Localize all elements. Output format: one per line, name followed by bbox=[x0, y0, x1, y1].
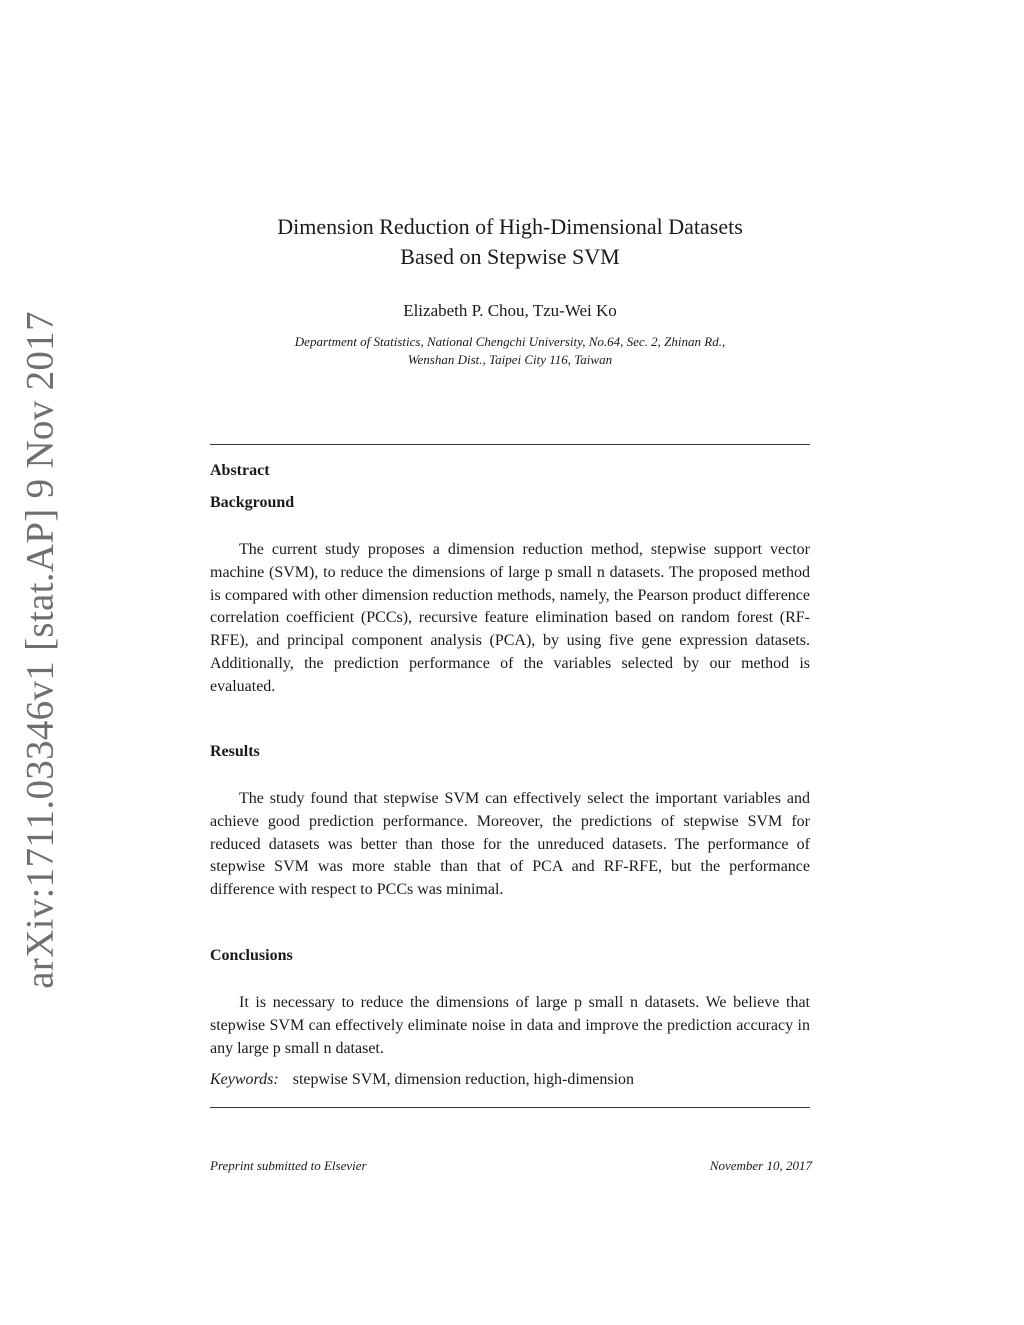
background-heading: Background bbox=[210, 494, 295, 511]
preprint-notice: Preprint submitted to Elsevier bbox=[210, 1158, 367, 1173]
arxiv-identifier-stamp: arXiv:1711.03346v1 [stat.AP] 9 Nov 2017 bbox=[18, 311, 62, 989]
paper-title-line-2: Based on Stepwise SVM bbox=[400, 244, 620, 269]
abstract-bottom-rule bbox=[210, 1107, 810, 1108]
conclusions-heading: Conclusions bbox=[210, 947, 293, 964]
conclusions-paragraph: It is necessary to reduce the dimensions of large p small n datasets. We believe that stepwise SVM can effectively eliminate noise in data and improve the prediction accuracy in any large p small n dataset. bbox=[210, 994, 810, 1057]
paper-title bbox=[210, 212, 810, 272]
paper-title-line-1: Dimension Reduction of High-Dimensional Datasets bbox=[277, 214, 743, 239]
abstract-heading: Abstract bbox=[210, 462, 270, 479]
abstract-top-rule bbox=[210, 444, 810, 445]
author-affiliation bbox=[200, 333, 820, 369]
keywords-line bbox=[210, 1071, 810, 1089]
affiliation-line-2: Wenshan Dist., Taipei City 116, Taiwan bbox=[407, 352, 613, 367]
results-paragraph: The study found that stepwise SVM can effectively select the important variables and achieve good prediction performance. Moreover, the predictions of stepwise SVM for reduced datasets was better than those for the unreduced datasets. The performance of stepwise SVM was more stable than that of PCA and RF-RFE, but the performance difference with respect to PCCs was minimal. bbox=[210, 790, 810, 899]
author-list: Elizabeth P. Chou, Tzu-Wei Ko bbox=[403, 301, 617, 320]
results-heading: Results bbox=[210, 743, 260, 760]
keywords-list: stepwise SVM, dimension reduction, high-dimension bbox=[292, 1071, 635, 1088]
affiliation-line-1: Department of Statistics, National Chengchi University, No.64, Sec. 2, Zhinan Rd., bbox=[294, 334, 726, 349]
keywords-label: Keywords: bbox=[210, 1071, 279, 1088]
preprint-date: November 10, 2017 bbox=[709, 1158, 812, 1173]
background-paragraph: The current study proposes a dimension reduction method, stepwise support vector machine (SVM), to reduce the dimensions of large p small n datasets. The proposed method is compared with other dimension reduction methods, namely, the Pearson product difference correlation coefficient (PCCs), recursive feature elimination based on random forest (RF-RFE), and principal component analysis (PCA), by using five gene expression datasets. Additionally, the prediction performance of the variables selected by our method is evaluated. bbox=[210, 541, 810, 695]
